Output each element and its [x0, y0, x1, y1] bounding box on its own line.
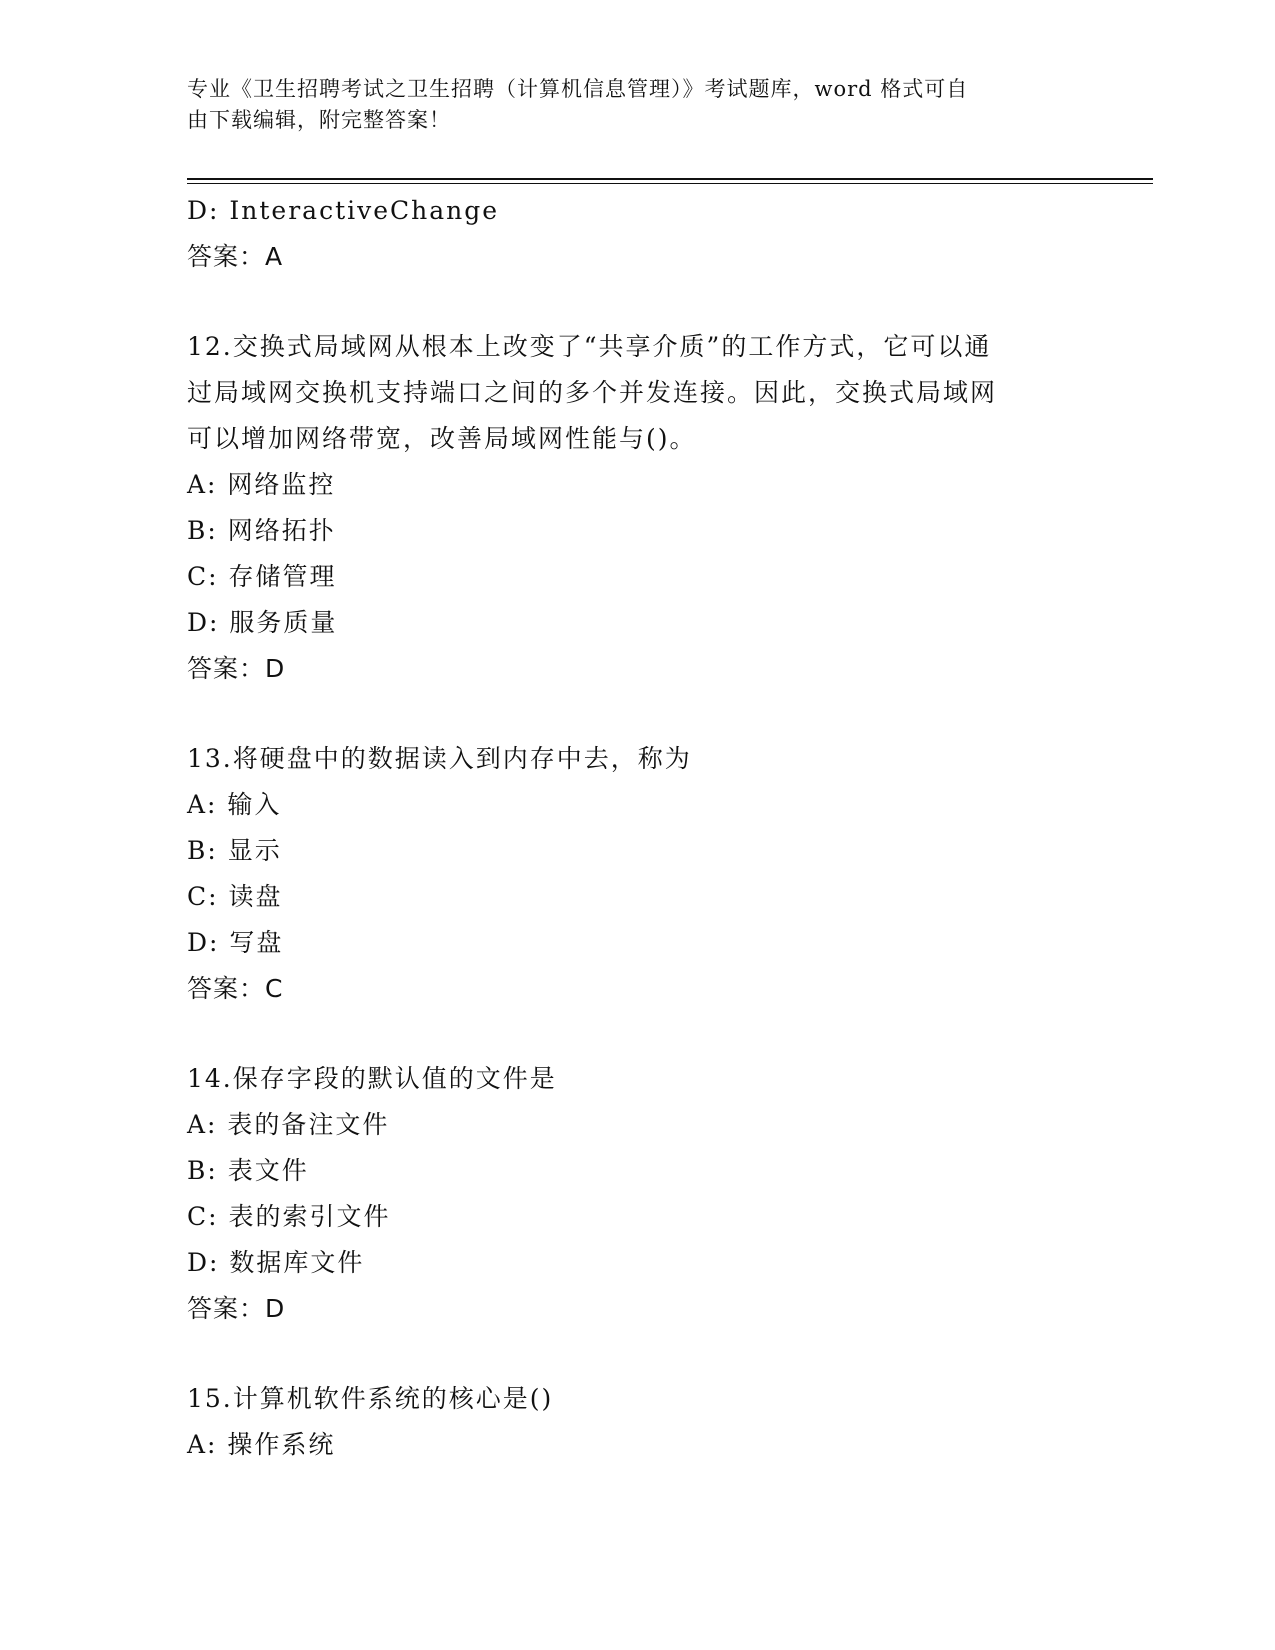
- document-header: [187, 74, 1087, 136]
- question-14: [187, 1056, 1087, 1332]
- answer: 答案：D: [187, 1294, 286, 1323]
- option-c: C: 表的索引文件: [187, 1202, 391, 1231]
- option-a: A: 输入: [187, 790, 282, 819]
- question-15: [187, 1376, 1087, 1468]
- header-line-2: 由下载编辑，附完整答案！: [187, 108, 451, 132]
- question-text-line: 可以增加网络带宽，改善局域网性能与()。: [187, 424, 697, 453]
- option-b: B: 显示: [187, 836, 282, 865]
- answer: 答案：D: [187, 654, 286, 683]
- question-11-tail: [187, 188, 1087, 280]
- question-text-line: 过局域网交换机支持端口之间的多个并发连接。因此，交换式局域网: [187, 378, 998, 407]
- option-a: A: 操作系统: [187, 1430, 336, 1459]
- header-line-1: 专业《卫生招聘考试之卫生招聘（计算机信息管理）》考试题库，word 格式可自: [187, 77, 969, 101]
- option-b: B: 网络拓扑: [187, 516, 336, 545]
- question-13: [187, 736, 1087, 1012]
- question-text-line: 14.保存字段的默认值的文件是: [187, 1064, 557, 1093]
- option-b: B: 表文件: [187, 1156, 309, 1185]
- option-d: D: 服务质量: [187, 608, 338, 637]
- question-text-line: 13.将硬盘中的数据读入到内存中去，称为: [187, 744, 692, 773]
- answer: 答案：C: [187, 974, 284, 1003]
- option-a: A: 网络监控: [187, 470, 336, 499]
- option-a: A: 表的备注文件: [187, 1110, 390, 1139]
- option-d: D: 写盘: [187, 928, 284, 957]
- question-12: [187, 324, 1087, 692]
- header-divider-thick: [187, 178, 1153, 180]
- option-d: D: 数据库文件: [187, 1248, 365, 1277]
- option-d: D: InteractiveChange: [187, 196, 500, 225]
- question-text-line: 15.计算机软件系统的核心是(): [187, 1384, 554, 1413]
- header-divider-thin: [187, 183, 1153, 184]
- question-list: [187, 188, 1087, 1468]
- option-c: C: 读盘: [187, 882, 283, 911]
- answer: 答案：A: [187, 242, 284, 271]
- question-text-line: 12.交换式局域网从根本上改变了“共享介质”的工作方式，它可以通: [187, 332, 992, 361]
- option-c: C: 存储管理: [187, 562, 337, 591]
